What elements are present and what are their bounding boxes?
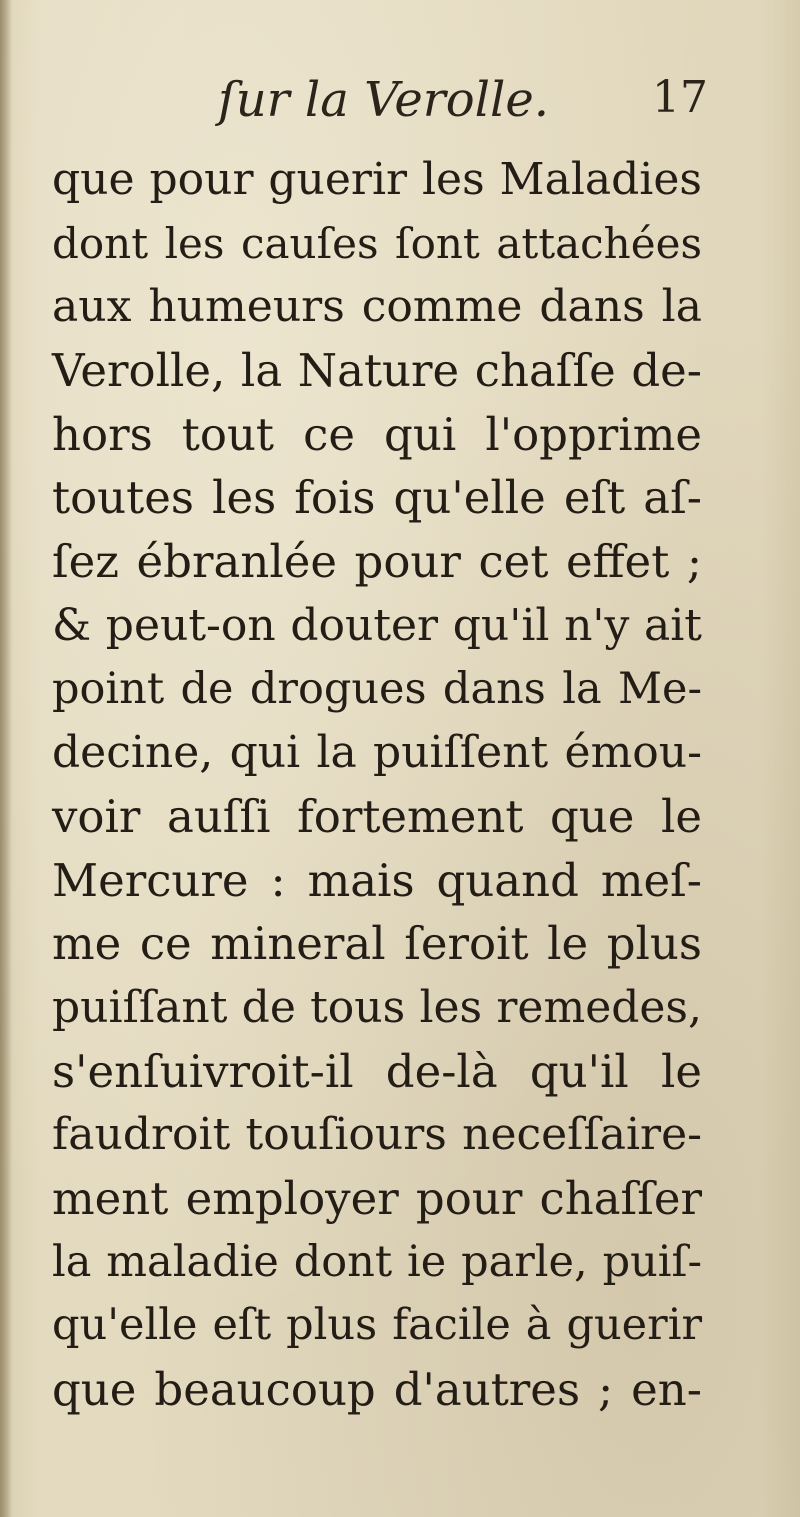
text-line: point de drogues dans la Me- (52, 663, 702, 714)
text-line: & peut-on douter qu'il n'y ait (52, 599, 702, 651)
page-gutter-shadow (0, 0, 12, 1517)
text-line: la maladie dont ie parle, puiſ- (52, 1236, 702, 1287)
body-text (52, 148, 702, 1422)
text-line: voir auſſi fortement que le (52, 789, 702, 843)
text-line: hors tout ce qui l'opprime (52, 407, 702, 461)
text-line: me ce mineral ſeroit le plus (52, 917, 702, 971)
text-line: dont les cauſes ſont attachées (52, 218, 702, 268)
text-line: aux humeurs comme dans la (52, 281, 702, 333)
page-number: 17 (652, 72, 708, 123)
text-line: Mercure : mais quand meſ- (52, 853, 702, 907)
text-line: faudroit touſiours neceſſaire- (52, 1109, 702, 1161)
text-line: toutes les fois qu'elle eſt aſ- (52, 471, 702, 525)
text-line: Verolle, la Nature chaſſe de- (52, 344, 702, 398)
text-line: decine, qui la puiſſent émou- (52, 727, 702, 779)
text-line: qu'elle eſt plus facile à guerir (52, 1300, 702, 1351)
text-line: s'enſuivroit-il de-là qu'il le (52, 1044, 702, 1098)
running-head: ſur la Verolle. (218, 72, 549, 128)
text-line: que beaucoup d'autres ; en- (52, 1363, 702, 1417)
text-line: ſez ébranlée pour cet effet ; (52, 535, 702, 589)
text-line: puiſſant de tous les remedes, (52, 981, 702, 1033)
text-line: ment employer pour chaſſer (52, 1172, 702, 1225)
page-header (0, 72, 800, 142)
text-line: que pour guerir les Maladies (52, 154, 702, 205)
